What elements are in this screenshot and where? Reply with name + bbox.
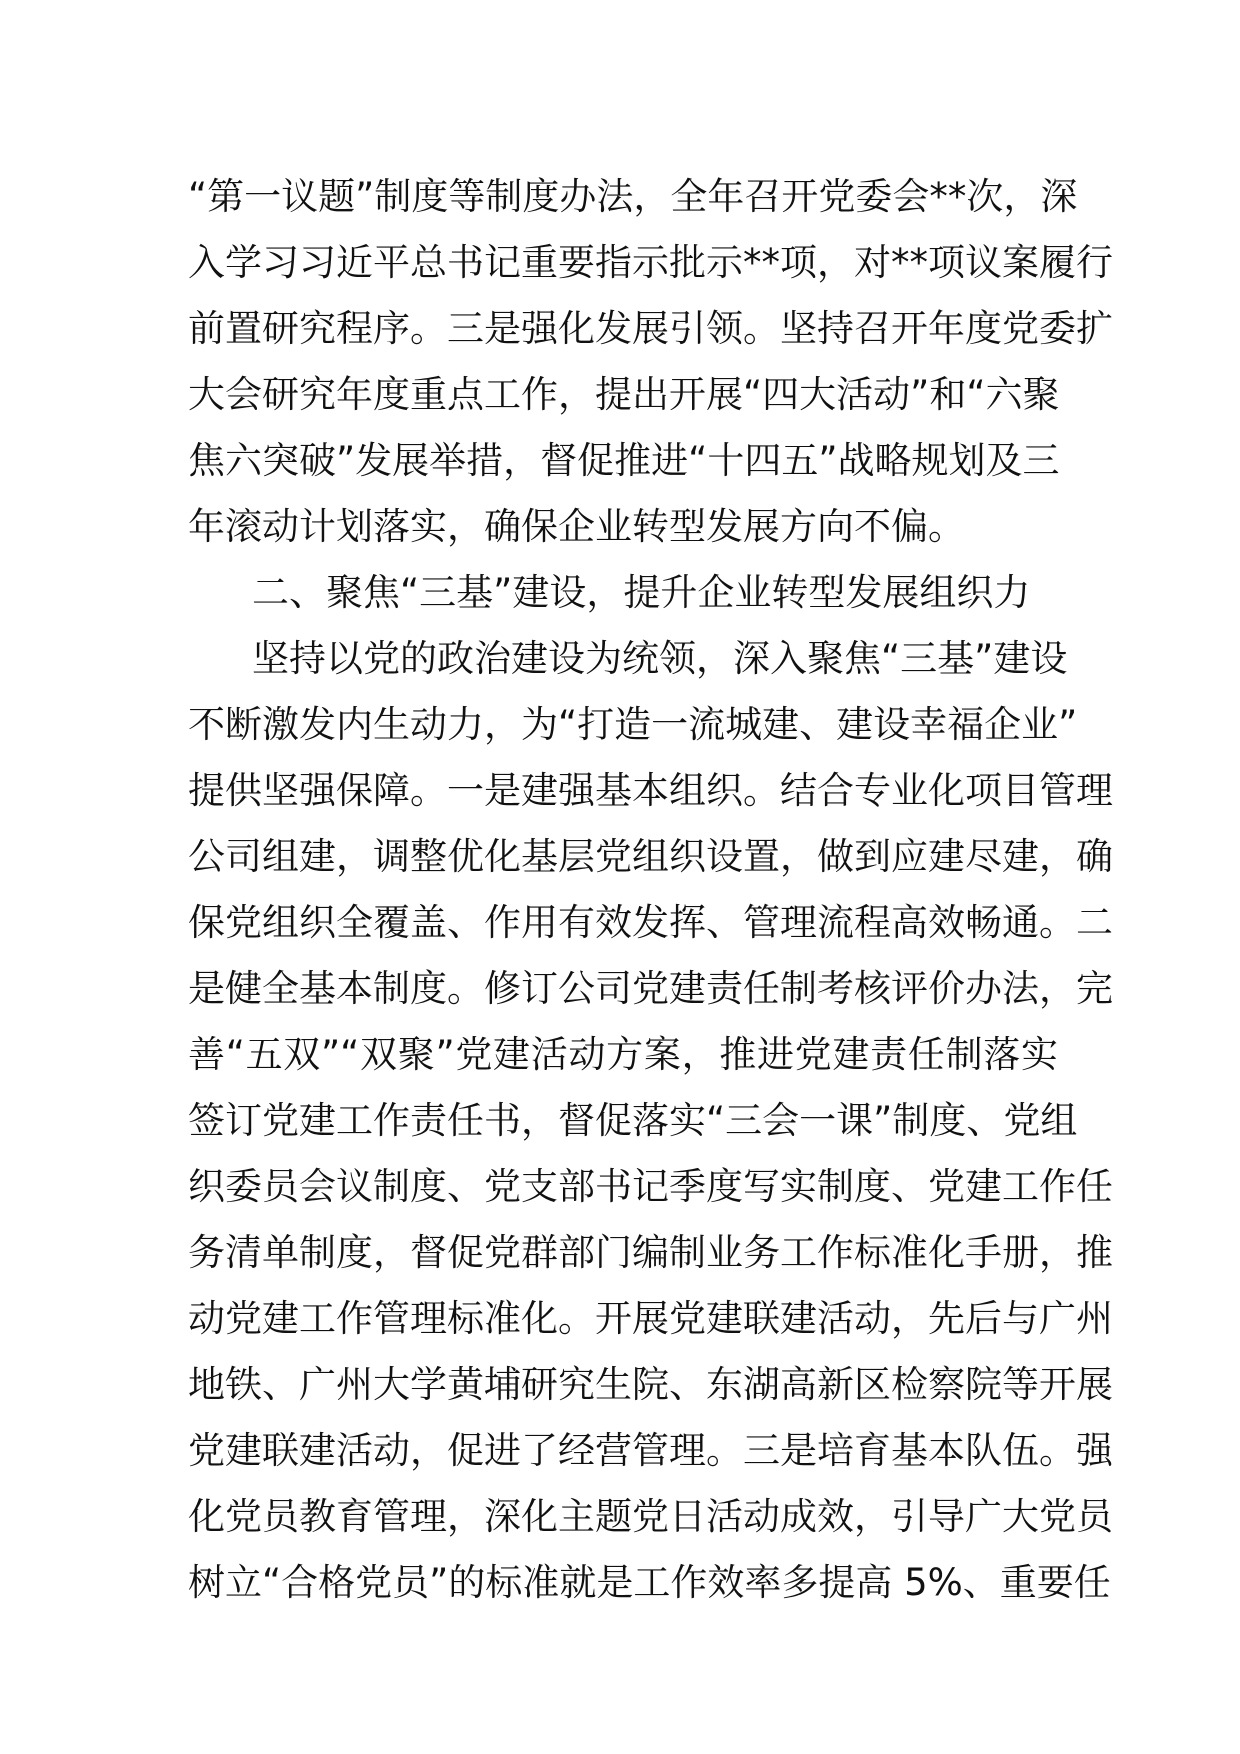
text-line: 坚持以党的政治建设为统领，深入聚焦“三基”建设 [252,637,1068,680]
text-line: 焦六突破”发展举措，督促推进“十四五”战略规划及三 [188,439,1060,482]
text-line: 大会研究年度重点工作，提出开展“四大活动”和“六聚 [188,373,1060,416]
paragraph-2 [188,626,1113,1616]
text-line: 善“五双”“双聚”党建活动方案，推进党建责任制落实 [188,1033,1058,1076]
paragraph-1 [188,164,1113,560]
document-body [188,164,1113,1616]
text-line: 前置研究程序。三是强化发展引领。坚持召开年度党委扩 [188,307,1113,350]
section-heading: 二、聚焦“三基”建设，提升企业转型发展组织力 [252,571,1031,614]
text-line: 务清单制度，督促党群部门编制业务工作标准化手册，推 [188,1231,1113,1274]
text-line: 动党建工作管理标准化。开展党建联建活动，先后与广州 [188,1297,1113,1340]
text-line: 年滚动计划落实，确保企业转型发展方向不偏。 [188,505,965,548]
text-line: 公司组建，调整优化基层党组织设置，做到应建尽建，确 [188,835,1113,878]
text-line: “第一议题”制度等制度办法，全年召开党委会**次，深 [188,175,1078,218]
text-line: 保党组织全覆盖、作用有效发挥、管理流程高效畅通。二 [188,901,1113,944]
text-line: 入学习习近平总书记重要指示批示**项，对**项议案履行 [188,241,1113,284]
text-line: 树立“合格党员”的标准就是工作效率多提高 5%、重要任 [188,1561,1111,1604]
text-line: 党建联建活动，促进了经营管理。三是培育基本队伍。强 [188,1429,1113,1472]
text-line: 织委员会议制度、党支部书记季度写实制度、党建工作任 [188,1165,1113,1208]
text-line: 是健全基本制度。修订公司党建责任制考核评价办法，完 [188,967,1113,1010]
text-line: 不断激发内生动力，为“打造一流城建、建设幸福企业” [188,703,1078,746]
text-line: 地铁、广州大学黄埔研究生院、东湖高新区检察院等开展 [188,1363,1113,1406]
text-line: 提供坚强保障。一是建强基本组织。结合专业化项目管理 [188,769,1113,812]
text-line: 化党员教育管理，深化主题党日活动成效，引导广大党员 [188,1495,1113,1538]
text-line: 签订党建工作责任书，督促落实“三会一课”制度、党组 [188,1099,1078,1142]
